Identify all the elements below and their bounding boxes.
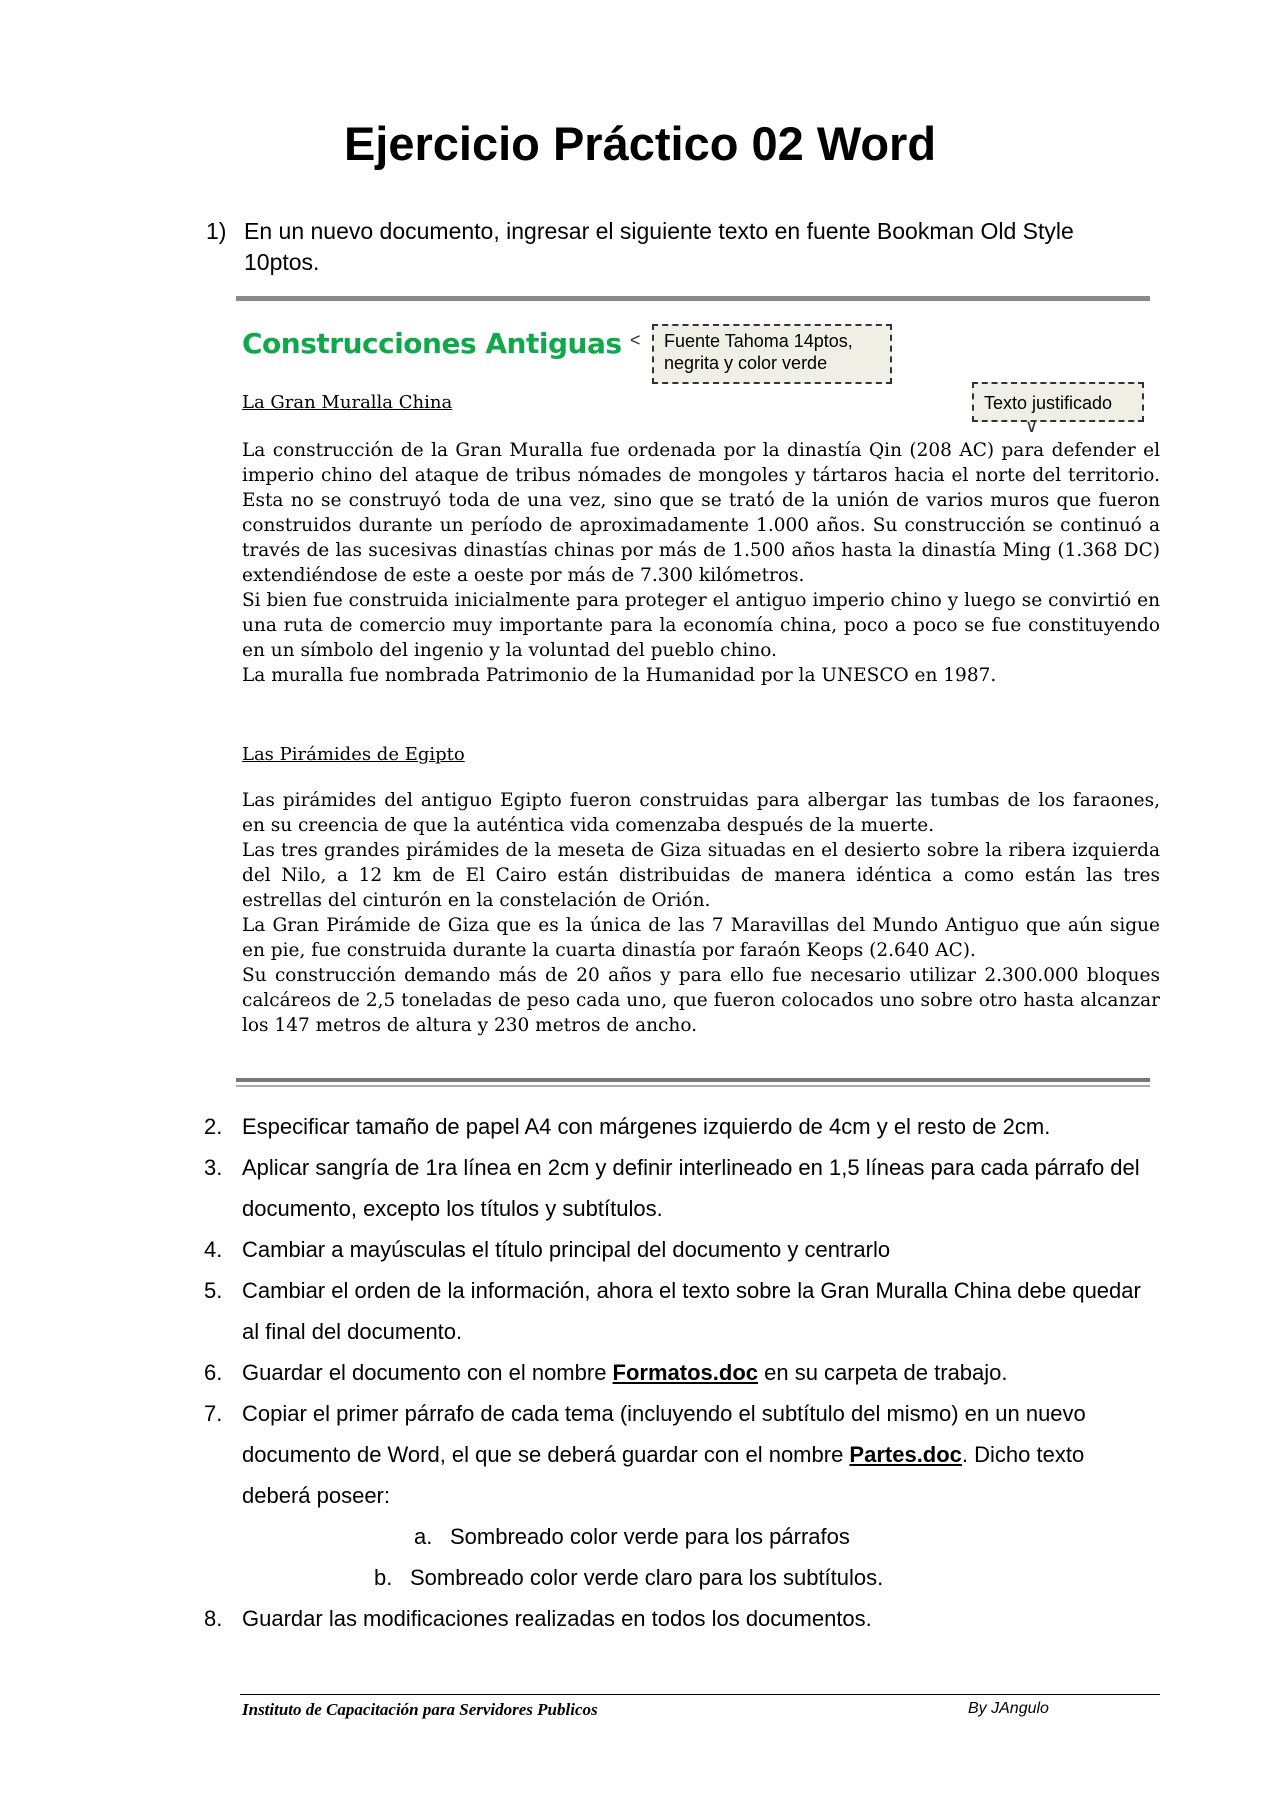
list-item: 4. Cambiar a mayúsculas el título principal del documento y centrarlo [204,1237,891,1262]
section-2-title: Las Pirámides de Egipto [242,744,465,765]
sample-heading: Construcciones Antiguas [242,327,622,360]
footer-institution: Instituto de Capacitación para Servidores Publicos [242,1700,598,1719]
instructions-list [204,1106,1144,1639]
section-1-title: La Gran Muralla China [242,392,453,413]
sample-bottom-rule [236,1078,1150,1082]
section-1-body [242,438,1160,688]
list-item: 3. Aplicar sangría de 1ra línea en 2cm y definir interlineado en 1,5 líneas para cada párrafo del documento, excepto los títulos y subtítulos. [204,1155,1140,1221]
step-text: En un nuevo documento, ingresar el siguiente texto en fuente Bookman Old Style 10ptos. [244,218,1074,275]
sample-bottom-rule-thin [236,1085,1150,1087]
sample-top-rule [236,296,1150,301]
paragraph: Su construcción demando más de 20 años y para ello fue necesario utilizar 2.300.000 bloques calcáreos de 2,5 toneladas de peso cada uno, que fueron colocados uno sobre otro hasta alcanzar los 147 metros de altura y 230 metros de ancho. [242,965,1160,1036]
section-2-body [242,788,1160,1038]
step-number: 1) [206,218,227,244]
list-item: 8. Guardar las modificaciones realizadas en todos los documentos. [204,1606,872,1631]
list-subitem: a. Sombreado color verde para los párrafos [414,1524,850,1549]
callout-pointer-icon: < [630,330,641,350]
callout-font: Fuente Tahoma 14ptos, negrita y color verde [652,324,892,384]
list-subitem: b. Sombreado color verde claro para los subtítulos. [374,1565,884,1590]
paragraph: Las pirámides del antiguo Egipto fueron construidas para albergar las tumbas de los faraones, en su creencia de que la auténtica vida comenzaba después de la muerte. [242,790,1160,836]
step-1 [206,216,1106,278]
list-item: 6. Guardar el documento con el nombre Formatos.doc en su carpeta de trabajo. [204,1360,1008,1385]
paragraph: Si bien fue construida inicialmente para proteger el antiguo imperio chino y luego se convirtió en una ruta de comercio muy importante para la economía china, poco a poco se fue constituyendo en un símbolo del ingenio y la voluntad del pueblo chino. [242,590,1160,661]
callout-justified: Texto justificado [972,382,1144,422]
footer-author: By JAngulo [968,1700,1049,1717]
list-item: 5. Cambiar el orden de la información, ahora el texto sobre la Gran Muralla China debe quedar al final del documento. [204,1278,1141,1344]
file-link-formatos: Formatos.doc [612,1360,759,1385]
paragraph: Las tres grandes pirámides de la meseta de Giza situadas en el desierto sobre la ribera izquierda del Nilo, a 12 km de El Cairo están distribuidas de manera idéntica a como están las tres estrellas del cinturón en la constelación de Orión. [242,840,1160,911]
list-item: 2. Especificar tamaño de papel A4 con márgenes izquierdo de 4cm y el resto de 2cm. [204,1114,1051,1139]
paragraph: La construcción de la Gran Muralla fue ordenada por la dinastía Qin (208 AC) para defender el imperio chino del ataque de tribus nómades de mongoles y tártaros hacia el norte del territorio. Esta no se construyó toda de una vez, sino que se trató de la unión de varios muros que fueron construidos durante un período de aproximadamente 1.000 años. Su construcción se continuó a través de las sucesivas dinastías chinas por más de 1.500 años hasta la dinastía Ming (1.368 DC) extendiéndose de este a oeste por más de 7.300 kilómetros. [242,440,1160,586]
page-title: Ejercicio Práctico 02 Word [343,117,937,170]
paragraph: La muralla fue nombrada Patrimonio de la Humanidad por la UNESCO en 1987. [242,665,997,686]
list-item: 7. Copiar el primer párrafo de cada tema (incluyendo el subtítulo del mismo) en un nuevo documento de Word, el que se deberá guardar con el nombre Partes.doc. Dicho texto deberá poseer: [204,1401,1086,1508]
footer-rule [240,1694,1160,1695]
callout-pointer-down-icon: ∨ [1025,416,1039,436]
file-link-partes: Partes.doc [849,1442,962,1467]
paragraph: La Gran Pirámide de Giza que es la única de las 7 Maravillas del Mundo Antiguo que aún sigue en pie, fue construida durante la cuarta dinastía por faraón Keops (2.640 AC). [242,915,1160,961]
